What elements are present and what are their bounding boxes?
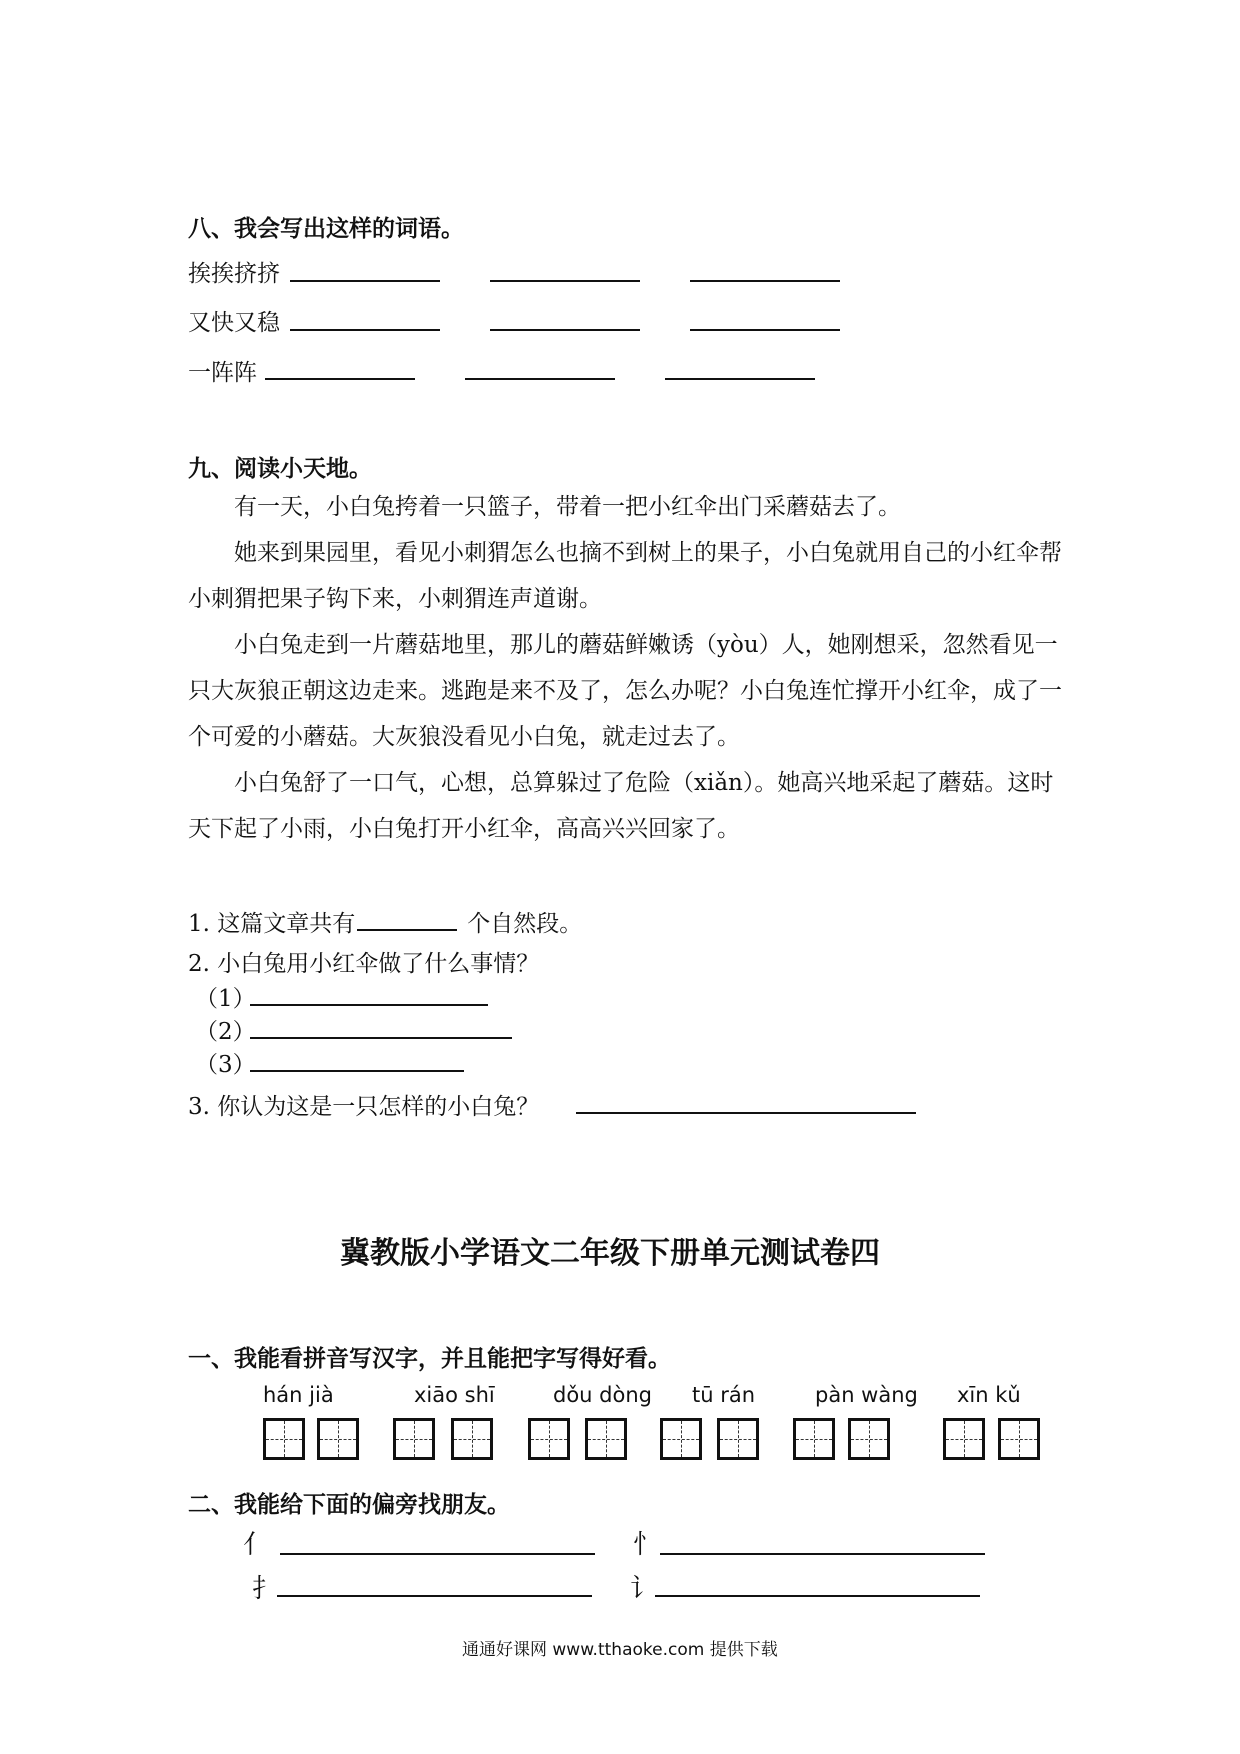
writing-grid-cell[interactable] (848, 1418, 890, 1460)
section8-heading: 八、我会写出这样的词语。 (188, 215, 464, 242)
passage-paragraph-2: 她来到果园里，看见小刺猬怎么也摘不到树上的果子，小白兔就用自己的小红伞帮小刺猬把果子钩下来，小刺猬连声道谢。 (188, 540, 1062, 612)
pinyin-1: hán jià (263, 1383, 334, 1407)
writing-grid-cell[interactable] (393, 1418, 435, 1460)
pinyin-5: pàn wàng (815, 1383, 918, 1407)
word-row-3-label: 一阵阵 (188, 360, 257, 386)
question-2-item-3-label: （3） (195, 1052, 256, 1078)
word-row-3-blank-2[interactable] (465, 378, 615, 380)
writing-grid-cell[interactable] (528, 1418, 570, 1460)
word-row-2-label: 又快又稳 (188, 310, 280, 336)
passage-paragraph-3: 小白兔走到一片蘑菇地里，那儿的蘑菇鲜嫩诱（yòu）人，她刚想采，忽然看见一只大灰狼正朝这边走来。逃跑是来不及了，怎么办呢？小白兔连忙撑开小红伞，成了一个可爱的小蘑菇。大灰狼没看见小白兔，就走过去了。 (188, 632, 1062, 750)
word-row-2-blank-1[interactable] (290, 329, 440, 331)
writing-grid-cell[interactable] (943, 1418, 985, 1460)
pinyin-3: dǒu dòng (553, 1383, 652, 1407)
question-2-item-2-blank[interactable] (250, 1037, 512, 1039)
radical-person: 亻 (243, 1530, 270, 1560)
test-section2-heading: 二、我能给下面的偏旁找朋友。 (188, 1491, 510, 1518)
writing-grid-cell[interactable] (660, 1418, 702, 1460)
word-row-1-blank-2[interactable] (490, 280, 640, 282)
radical-hand-blank[interactable] (277, 1595, 592, 1597)
question-3-blank[interactable] (576, 1112, 916, 1114)
writing-grid-cell[interactable] (717, 1418, 759, 1460)
writing-grid-cell[interactable] (585, 1418, 627, 1460)
word-row-3-blank-1[interactable] (265, 378, 415, 380)
question-1 (188, 905, 582, 938)
passage-paragraph-4: 小白兔舒了一口气，心想，总算躲过了危险（xiǎn）。她高兴地采起了蘑菇。这时天下起了小雨，小白兔打开小红伞，高高兴兴回家了。 (188, 770, 1054, 842)
pinyin-4: tū rán (692, 1383, 756, 1407)
word-row-2-blank-2[interactable] (490, 329, 640, 331)
question-2-item-1-blank[interactable] (250, 1004, 488, 1006)
word-row-1-label: 挨挨挤挤 (188, 261, 280, 287)
question-2-item-1-label: （1） (195, 986, 256, 1012)
pinyin-2: xiāo shī (414, 1383, 495, 1407)
writing-grid-cell[interactable] (451, 1418, 493, 1460)
radical-heart: 忄 (633, 1530, 660, 1560)
radical-speech: 讠 (630, 1574, 657, 1604)
radical-speech-blank[interactable] (655, 1595, 980, 1597)
word-row-1-blank-3[interactable] (690, 280, 840, 282)
question-2-item-2-label: （2） (195, 1019, 256, 1045)
question-1-prefix: 1. 这篇文章共有 (188, 911, 356, 937)
writing-grid-cell[interactable] (793, 1418, 835, 1460)
pinyin-6: xīn kǔ (957, 1383, 1021, 1407)
writing-grid-cell[interactable] (998, 1418, 1040, 1460)
writing-grid-cell[interactable] (263, 1418, 305, 1460)
writing-grid-cell[interactable] (317, 1418, 359, 1460)
question-2-item-3-blank[interactable] (250, 1070, 464, 1072)
question-1-suffix: 个自然段。 (467, 911, 583, 937)
test-title: 冀教版小学语文二年级下册单元测试卷四 (340, 1236, 880, 1271)
word-row-3-blank-3[interactable] (665, 378, 815, 380)
reading-passage (188, 484, 1068, 852)
question-2: 2. 小白兔用小红伞做了什么事情？ (188, 951, 540, 977)
question-1-blank[interactable] (357, 928, 457, 931)
radical-person-blank[interactable] (280, 1553, 595, 1555)
question-3: 3. 你认为这是一只怎样的小白兔？ (188, 1094, 540, 1120)
section9-heading: 九、阅读小天地。 (188, 455, 372, 482)
test-section1-heading: 一、我能看拼音写汉字，并且能把字写得好看。 (188, 1345, 671, 1372)
footer-text: 通通好课网 www.tthaoke.com 提供下载 (462, 1640, 778, 1660)
word-row-1-blank-1[interactable] (290, 280, 440, 282)
passage-paragraph-1: 有一天，小白兔挎着一只篮子，带着一把小红伞出门采蘑菇去了。 (234, 494, 901, 520)
radical-hand: 扌 (252, 1574, 279, 1604)
word-row-2-blank-3[interactable] (690, 329, 840, 331)
radical-heart-blank[interactable] (660, 1553, 985, 1555)
